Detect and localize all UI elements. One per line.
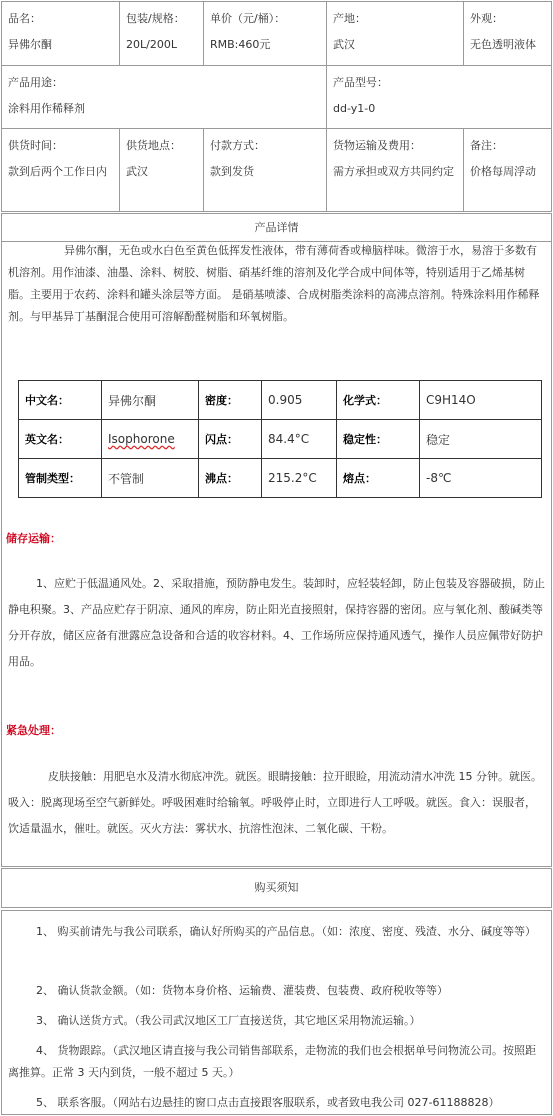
prop-value: 不管制 [102, 459, 199, 498]
storage-text: 1、应贮于低温通风处。2、采取措施，预防静电发生。装卸时，应轻装轻卸，防止包装及容器破损，防止静电积聚。3、产品应贮存于阴凉、通风的库房，防止阳光直接照射，保持容器的密闭。应与氧化剂、酸碱类等分开存放，储区应备有泄露应急设备和合适的收容材料。4、工作场所应保持通风透气，操作人员应佩带好防护用品。 [8, 577, 545, 668]
prop-key: 沸点： [199, 459, 262, 498]
field-label: 包装/规格： [126, 12, 185, 25]
info-cell [204, 2, 327, 65]
info-cell [120, 129, 204, 211]
prop-value: 0.905 [262, 381, 337, 420]
field-label: 付款方式： [210, 139, 265, 152]
prop-key: 密度： [199, 381, 262, 420]
info-cell [464, 2, 553, 65]
field-label: 供货地点： [126, 139, 181, 152]
prop-key: 熔点： [337, 459, 420, 498]
info-cell [2, 66, 327, 128]
prop-value: 异佛尔酮 [102, 381, 199, 420]
field-label: 产品型号： [333, 76, 388, 89]
field-value: 需方承担或双方共同约定 [333, 165, 454, 178]
table-row [19, 459, 542, 498]
purchase-header-text: 购买须知 [254, 881, 299, 894]
info-cell [327, 66, 553, 128]
field-value: 武汉 [333, 38, 355, 51]
prop-key: 英文名： [19, 420, 102, 459]
field-label: 外观： [470, 12, 503, 25]
details-header-text: 产品详情 [254, 221, 299, 234]
info-cell [204, 129, 327, 211]
prop-key: 化学式： [337, 381, 420, 420]
purchase-item: 3、 确认送货方式。（我公司武汉地区工厂直接送货，其它地区采用物流运输。） [36, 1014, 421, 1027]
purchase-item: 4、 货物跟踪。（武汉地区请直接与我公司销售部联系，走物流的我们也会根据单号问物流公司。按照距离推算。正常 3 天内到货，一般不超过 5 天。） [8, 1044, 536, 1079]
english-name: Isophorone [108, 432, 175, 446]
info-cell [2, 2, 120, 65]
info-row-1 [2, 2, 551, 66]
table-row [19, 420, 542, 459]
emergency-text: 皮肤接触：用肥皂水及清水彻底冲洗。就医。眼睛接触：拉开眼睑，用流动清水冲洗 15 分钟。就医。吸入：脱离现场至空气新鲜处。呼吸困难时给输氧。呼吸停止时，立即进行人工呼吸。就医。食入：误服者，饮适量温水，催吐。就医。灭火方法：雾状水、抗溶性泡沫、二氧化碳、干粉。 [8, 770, 542, 835]
info-row-2 [2, 66, 551, 129]
info-cell [464, 129, 553, 211]
prop-key: 闪点： [199, 420, 262, 459]
product-intro: 异佛尔酮，无色或水白色至黄色低挥发性液体，带有薄荷香或樟脑样味。微溶于水，易溶于多数有机溶剂。用作油漆、油墨、涂料、树胶、树脂、硝基纤维的溶剂及化学合成中间体等，特别适用于乙烯基树脂。主要用于农药、涂料和罐头涂层等方面。 是硝基喷漆、合成树脂类涂料的高沸点溶剂。特殊涂料用作稀释剂。与甲基异丁基酮混合使用可溶解酚醛树脂和环氧树脂。 [8, 244, 540, 323]
field-value: 武汉 [126, 165, 148, 178]
purchase-header [1, 868, 552, 908]
prop-key: 稳定性： [337, 420, 420, 459]
info-row-3 [2, 129, 551, 211]
storage-title: 储存运输： [6, 532, 61, 545]
field-label: 供货时间： [8, 139, 63, 152]
prop-value: 215.2°C [262, 459, 337, 498]
table-row [19, 381, 542, 420]
field-label: 单价（元/桶）： [210, 12, 286, 25]
field-label: 产地： [333, 12, 366, 25]
prop-value: 稳定 [420, 420, 542, 459]
prop-key: 中文名： [19, 381, 102, 420]
field-label: 产品用途： [8, 76, 63, 89]
field-value: 20L/200L [126, 38, 177, 51]
field-label: 备注： [470, 139, 503, 152]
info-cell [327, 129, 464, 211]
prop-value: C9H14O [420, 381, 542, 420]
field-value: RMB:460元 [210, 38, 271, 51]
prop-value: 84.4°C [262, 420, 337, 459]
purchase-item: 1、 购买前请先与我公司联系，确认好所购买的产品信息。（如：浓度、密度、残渣、水分、碱度等等） [36, 925, 536, 938]
purchase-item: 2、 确认货款金额。（如：货物本身价格、运输费、灌装费、包装费、政府税收等等） [36, 984, 448, 997]
properties-table [18, 380, 542, 498]
field-label: 品名： [8, 12, 41, 25]
emergency-title: 紧急处理： [6, 724, 61, 737]
field-label: 货物运输及费用： [333, 139, 421, 152]
purchase-item: 5、 联系客服。（网站右边悬挂的窗口点击直接跟客服联系，或者致电我公司 027-61188828） [36, 1096, 500, 1109]
field-value: 异佛尔酮 [8, 38, 52, 51]
field-value: 涂料用作稀释剂 [8, 102, 85, 115]
field-value: 价格每周浮动 [470, 165, 536, 178]
info-cell [2, 129, 120, 211]
purchase-body [1, 910, 552, 1115]
details-header [1, 213, 552, 242]
field-value: 无色透明液体 [470, 38, 536, 51]
prop-key: 管制类型： [19, 459, 102, 498]
info-cell [120, 2, 204, 65]
prop-value [102, 420, 199, 459]
field-value: 款到后两个工作日内 [8, 165, 107, 178]
product-info-table [1, 1, 552, 212]
info-cell [327, 2, 464, 65]
field-value: 款到发货 [210, 165, 254, 178]
prop-value: -8℃ [420, 459, 542, 498]
field-value: dd-y1-0 [333, 102, 376, 115]
